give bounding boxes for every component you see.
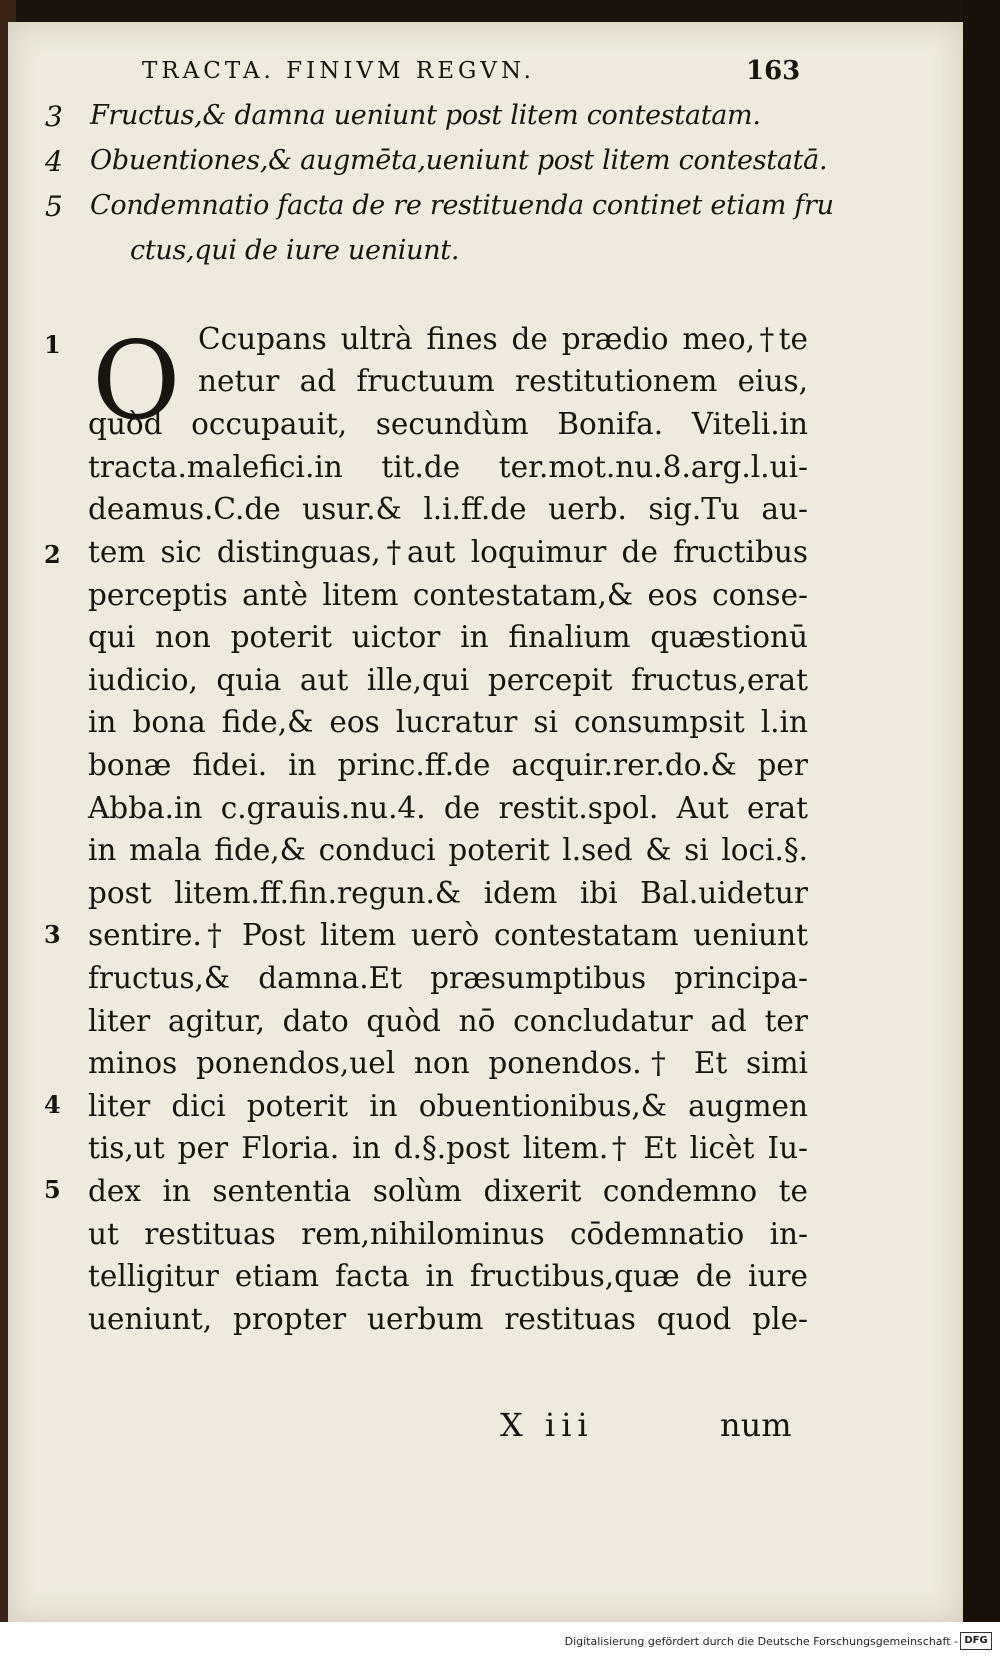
body-line: quòd occupauit, secundùm Bonifa. Viteli.in — [88, 407, 808, 441]
page-number: 163 — [746, 56, 801, 86]
summary-number: 3 — [45, 100, 63, 133]
body-line: bonæ fidei. in princ.ff.de acquir.rer.do.& per — [88, 748, 808, 782]
margin-number: 5 — [44, 1175, 61, 1204]
body-line: sentire.† Post litem uerò contestatam ueniunt — [88, 918, 808, 952]
body-line: Ccupans ultrà fines de prædio meo,†te — [198, 322, 808, 356]
body-line: tis,ut per Floria. in d.§.post litem.† Et licèt Iu- — [88, 1131, 808, 1165]
body-line: deamus.C.de usur.& l.i.ff.de uerb. sig.Tu au- — [88, 492, 808, 526]
body-line: liter agitur, dato quòd nō concludatur ad ter — [88, 1004, 808, 1038]
margin-number: 3 — [44, 920, 61, 949]
body-line: perceptis antè litem contestatam,& eos conse- — [88, 578, 808, 612]
footer-credit: Digitalisierung gefördert durch die Deutsche Forschungsgemeinschaft - — [564, 1635, 958, 1648]
margin-number: 2 — [44, 540, 61, 569]
signature-mark: X iii — [500, 1406, 594, 1444]
body-line: tem sic distinguas,†aut loquimur de fructibus — [88, 535, 808, 569]
summary-line: Condemnatio facta de re restituenda continet etiam fru — [90, 190, 834, 221]
margin-number: 1 — [44, 330, 61, 359]
body-line: netur ad fructuum restitutionem eius, — [198, 364, 808, 398]
body-line: in mala fide,& conduci poterit l.sed & si loci.§. — [88, 833, 808, 867]
body-line: Abba.in c.grauis.nu.4. de restit.spol. Aut erat — [88, 791, 808, 825]
body-line: telligitur etiam facta in fructibus,quæ de iure — [88, 1259, 808, 1293]
summary-line: Obuentiones,& augmēta,ueniunt post litem contestatā. — [90, 145, 828, 176]
running-head: TRACTA. FINIVM REGVN. — [142, 58, 535, 84]
scan-frame-right — [963, 0, 1000, 1661]
summary-line: Fructus,& damna ueniunt post litem contestatam. — [90, 100, 761, 131]
body-line: liter dici poterit in obuentionibus,& augmen — [88, 1089, 808, 1123]
body-line: ut restituas rem,nihilominus cōdemnatio in- — [88, 1217, 808, 1251]
body-line: in bona fide,& eos lucratur si consumpsit l.in — [88, 705, 808, 739]
body-line: minos ponendos,uel non ponendos.† Et simi — [88, 1046, 808, 1080]
summary-number: 4 — [45, 145, 63, 178]
catchword: num — [720, 1406, 792, 1444]
body-line: post litem.ff.fin.regun.& idem ibi Bal.uidetur — [88, 876, 808, 910]
margin-number: 4 — [44, 1090, 61, 1119]
summary-line: ctus,qui de iure ueniunt. — [130, 235, 460, 266]
body-line: dex in sententia solùm dixerit condemno te — [88, 1174, 808, 1208]
body-line: tracta.malefici.in tit.de ter.mot.nu.8.arg.l.ui- — [88, 450, 808, 484]
body-line: iudicio, quia aut ille,qui percepit fructus,erat — [88, 663, 808, 697]
body-line: ueniunt, propter uerbum restituas quod ple- — [88, 1302, 808, 1336]
footer-bar — [0, 1622, 1000, 1661]
summary-number: 5 — [45, 190, 63, 223]
dfg-logo: DFG — [960, 1632, 992, 1650]
drop-cap: O — [92, 319, 181, 444]
body-line: fructus,& damna.Et præsumptibus principa- — [88, 961, 808, 995]
scan-frame-top — [0, 0, 1000, 22]
body-line: qui non poterit uictor in finalium quæstionū — [88, 620, 808, 654]
